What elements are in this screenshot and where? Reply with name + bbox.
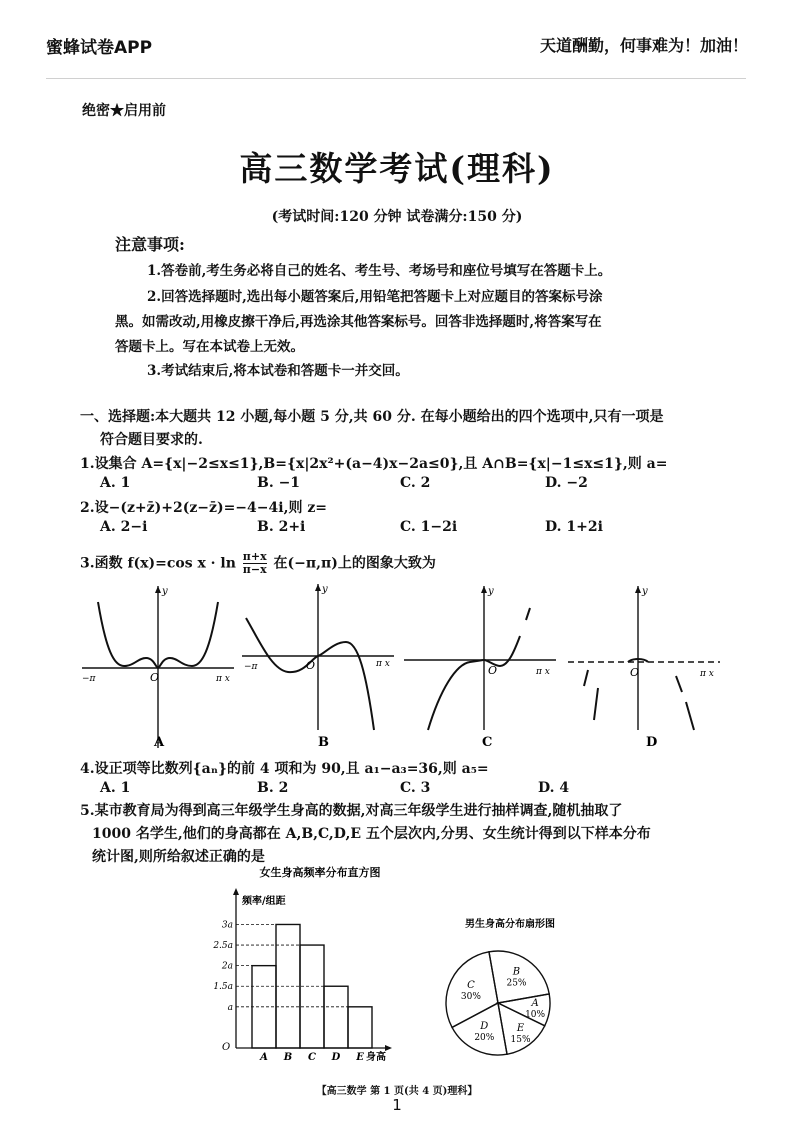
graph-c-y-label: y — [488, 586, 494, 597]
graph-a-neg-pi: −π — [82, 674, 96, 684]
graph-c-label: C — [482, 735, 493, 750]
histogram-bar-e — [348, 1007, 372, 1048]
graph-b-y-label: y — [322, 584, 328, 595]
q3-fraction-numerator: π+x — [242, 550, 267, 563]
graph-a-y-arrow — [155, 586, 161, 593]
note-item-3: 3.考试结束后,将本试卷和答题卡一并交回。 — [147, 363, 409, 379]
q3-fraction — [243, 551, 267, 576]
pie-title: 男生身高分布扇形图 — [465, 919, 555, 930]
app-name: 蜜蜂试卷APP — [46, 38, 153, 58]
graph-d-y-arrow — [635, 586, 641, 593]
page-number: 1 — [392, 1096, 402, 1114]
graph-b — [242, 584, 394, 750]
q2-option-c: C. 1−2i — [400, 519, 458, 535]
histogram-category-label: E — [356, 1052, 364, 1063]
histogram-category-label: D — [331, 1052, 341, 1063]
q3-fraction-denominator: π−x — [242, 563, 267, 576]
pie-percent-label: 10% — [525, 1010, 546, 1021]
histogram-bars — [252, 924, 372, 1063]
graph-d-origin: O — [630, 666, 640, 679]
graph-d-label: D — [646, 735, 658, 750]
graph-a — [82, 586, 234, 750]
histogram-category-label: C — [308, 1052, 316, 1063]
graph-d-segment-3 — [676, 676, 682, 692]
graph-b-y-arrow — [315, 584, 321, 591]
pie-percent-label: 15% — [510, 1034, 531, 1045]
q3-stem-pre: 3.函数 f(x)=cos x · ln — [80, 555, 236, 572]
histogram-bar-d — [324, 986, 348, 1048]
q2-stem: 2.设−(z+z̄)+2(z−z̄)=−4−4i,则 z= — [80, 500, 327, 516]
graph-c — [404, 586, 556, 750]
q4-option-b: B. 2 — [257, 780, 289, 796]
q4-option-c: C. 3 — [400, 780, 431, 796]
pie-category-label: A — [531, 998, 539, 1010]
graph-b-label: B — [318, 735, 329, 750]
q5-line-3: 统计图,则所给叙述正确的是 — [92, 849, 265, 865]
histogram-title: 女生身高频率分布直方图 — [259, 866, 381, 879]
pie-percent-label: 20% — [474, 1033, 495, 1044]
graph-d-pi-x: π x — [700, 669, 714, 679]
note-item-2-line-1: 2.回答选择题时,选出每小题答案后,用铅笔把答题卡上对应题目的答案标号涂 — [147, 289, 603, 305]
q5-line-2: 1000 名学生,他们的身高都在 A,B,C,D,E 五个层次内,分男、女生统计得到以下样本分布 — [92, 826, 651, 842]
graph-c-y-arrow — [481, 586, 487, 593]
header-slogan: 天道酬勤，何事难为！加油！ — [539, 36, 748, 55]
histogram-ytick-label: a — [227, 1002, 233, 1013]
graph-a-pi-x: π x — [216, 674, 230, 684]
q1-option-b: B. −1 — [257, 475, 301, 491]
pie-percent-label: 30% — [460, 991, 481, 1002]
exam-subtitle: (考试时间:120 分钟 试卷满分:150 分) — [271, 209, 523, 225]
histogram-ytick-label: 1.5a — [213, 982, 233, 993]
q2-option-d: D. 1+2i — [545, 519, 603, 535]
pie-category-label: E — [516, 1022, 525, 1034]
page-footer: 【高三数学 第 1 页(共 4 页)理科】 — [316, 1086, 478, 1097]
graph-b-curve — [246, 618, 374, 730]
note-item-1: 1.答卷前,考生务必将自己的姓名、考生号、考场号和座位号填写在答题卡上。 — [147, 263, 612, 279]
graph-b-neg-pi: −π — [244, 662, 258, 672]
q4-option-d: D. 4 — [538, 780, 570, 796]
note-item-2-line-3: 答题卡上。写在本试卷上无效。 — [115, 339, 304, 355]
histogram-category-label: A — [260, 1052, 268, 1063]
graph-c-pi-x: π x — [536, 667, 550, 677]
histogram-y-arrow — [233, 888, 239, 895]
q1-option-a: A. 1 — [100, 475, 131, 491]
histogram-ytick-label: 3a — [221, 920, 233, 931]
male-height-pie — [440, 905, 580, 1065]
graph-a-label: A — [154, 735, 165, 750]
histogram-x-arrow — [385, 1045, 392, 1051]
graph-b-origin: O — [306, 659, 316, 672]
histogram-origin: O — [222, 1042, 231, 1053]
graph-b-pi-x: π x — [376, 659, 390, 669]
pie-category-label: B — [512, 966, 521, 978]
q2-option-a: A. 2−i — [100, 519, 148, 535]
app-header — [0, 0, 794, 80]
pie-slices — [446, 951, 550, 1055]
pie-category-label: D — [480, 1021, 489, 1033]
graph-c-curve — [428, 636, 520, 730]
pie-percent-label: 25% — [506, 978, 527, 989]
q5-line-1: 5.某市教育局为得到高三年级学生身高的数据,对高三年级学生进行抽样调查,随机抽取了 — [80, 803, 623, 819]
confidential-mark: 绝密★启用前 — [82, 103, 166, 119]
graph-c-origin: O — [488, 664, 498, 677]
graph-a-origin: O — [150, 671, 160, 684]
histogram-bar-c — [300, 945, 324, 1048]
q4-option-a: A. 1 — [100, 780, 131, 796]
graph-d-segment-4 — [686, 702, 694, 730]
histogram-ytick-label: 2.5a — [213, 941, 233, 952]
q1-option-d: D. −2 — [545, 475, 588, 491]
notes-heading: 注意事项: — [115, 235, 185, 254]
q4-stem: 4.设正项等比数列{aₙ}的前 4 项和为 90,且 a₁−a₃=36,则 a₅= — [80, 761, 489, 777]
graph-d-segment-2 — [594, 688, 598, 720]
graph-d — [568, 586, 720, 750]
note-item-2-line-2: 黑。如需改动,用橡皮擦干净后,再选涂其他答案标号。回答非选择题时,将答案写在 — [115, 314, 602, 330]
female-height-histogram — [200, 860, 440, 1070]
exam-title: 高三数学考试(理科) — [239, 149, 555, 188]
histogram-ticks — [212, 920, 348, 1012]
graph-a-y-label: y — [162, 586, 168, 597]
section1-heading-cont: 符合题目要求的. — [100, 432, 203, 448]
header-divider — [46, 78, 746, 79]
section1-heading: 一、选择题:本大题共 12 小题,每小题 5 分,共 60 分. 在每小题给出的四个选项中,只有一项是 — [80, 409, 664, 425]
q3-stem — [80, 551, 436, 576]
q2-option-b: B. 2+i — [257, 519, 306, 535]
graph-d-segment-1 — [584, 670, 588, 686]
q1-option-c: C. 2 — [400, 475, 431, 491]
pie-category-label: C — [467, 979, 475, 991]
q1-stem: 1.设集合 A={x|−2≤x≤1},B={x|2x²+(a−4)x−2a≤0},且 A∩B={x|−1≤x≤1},则 a= — [80, 456, 668, 472]
q3-graphs — [70, 580, 730, 755]
histogram-ytick-label: 2a — [221, 961, 233, 972]
histogram-xlabel: 身高 — [366, 1052, 386, 1063]
graph-d-y-label: y — [642, 586, 648, 597]
histogram-category-label: B — [283, 1052, 293, 1063]
graph-c-curve-tail — [526, 608, 530, 620]
q3-stem-post: 在(−π,π)上的图象大致为 — [273, 555, 436, 572]
histogram-ylabel: 频率/组距 — [242, 896, 286, 907]
